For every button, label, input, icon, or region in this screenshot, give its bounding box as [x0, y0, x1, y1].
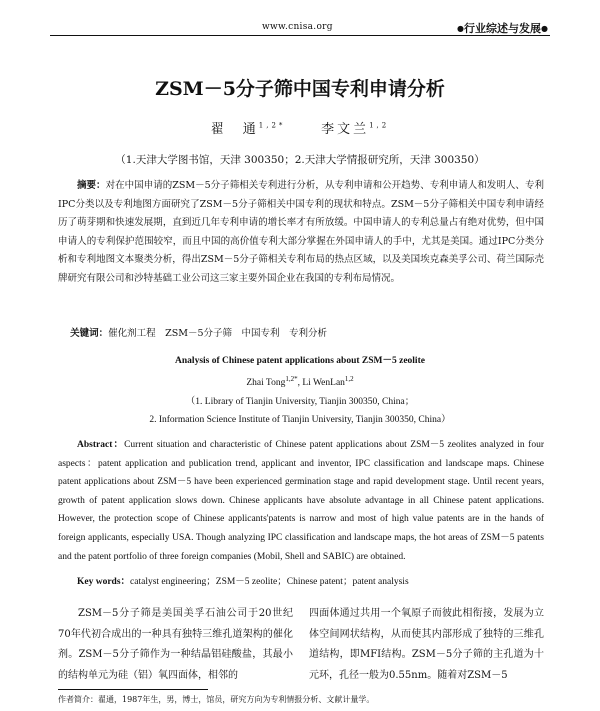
keywords-en	[58, 573, 544, 592]
author-footnote: 作者简介：翟通，1987年生，男，博士，馆员，研究方向为专利情报分析、文献计量学。	[58, 695, 375, 704]
author-2-affil: 1,2	[369, 121, 390, 130]
site-url: www.cnisa.org	[262, 22, 333, 32]
keywords-zh	[58, 325, 544, 344]
header-rule	[50, 35, 550, 36]
bullet-icon: ●	[457, 24, 465, 33]
authors-en: Zhai Tong$^{1,2*}$, Li WenLan$^{1,2}$	[246, 375, 354, 389]
affiliation-en-line2: 2. Information Science Institute of Tianjin University, Tianjin 300350, China）	[149, 415, 451, 425]
keywords-zh-text: 催化剂工程 ZSM－5分子筛 中国专利 专利分析	[108, 328, 327, 339]
author-1-affil: 1,2*	[258, 121, 286, 130]
affiliation-en	[0, 393, 600, 429]
abstract-en	[58, 436, 544, 566]
affiliation-zh: （1.天津大学图书馆，天津 300350；2.天津大学情报研究所，天津 300350）	[115, 154, 485, 166]
bullet-icon: ●	[541, 24, 548, 33]
author-1-en-affil: 1,2*	[285, 375, 298, 383]
author-2: 李文兰	[321, 122, 370, 137]
section-tag	[457, 20, 548, 36]
author-2-en: Li WenLan	[302, 378, 345, 389]
page-header	[0, 0, 600, 40]
section-tag-label: 行业综述与发展	[464, 22, 542, 35]
keywords-zh-label: 关键词：	[70, 328, 109, 339]
abstract-zh-text: 对在中国申请的ZSM－5分子筛相关专利进行分析，从专利申请和公开趋势、专利申请人和发明人、专利IPC分类以及专利地图方面研究了ZSM－5分子筛相关中国专利的现状和特点。ZSM－5分子筛相关中国专利申请经历了萌芽期和快速发展期，直到近几年专利申请的增长率才有所放缓。中国申请人的专利总量占有绝对优势，但中国申请人的专利保护范围较窄，而且中国的高价值专利大部分掌握在外国申请人的手中，尤其是美国。通过IPC分类分析和专利地图文本聚类分析，得出ZSM－5分子筛相关专利布局的热点区域，以及美国埃克森美孚公司、荷兰国际壳牌研究有限公司和沙特基础工业公司这三家主要外国企业在我国的专利布局情况。	[58, 180, 544, 284]
body-columns	[58, 604, 544, 688]
footnote-rule	[58, 689, 208, 690]
abstract-zh	[58, 177, 544, 288]
abstract-en-text: Current situation and characteristic of Chinese patent applications about ZSM－5 zeolites analyzed in four aspects：patent application and publication trend, applicant and inventor, IPC classification and landscape maps. Chinese patent applications about ZSM－5 have been experienced germination stage and rapid development stage. Until recent years, growth of patent application slows down. Chinese applicants have absolute advantage in all Chinese patent applications. However, the protection scope of Chinese applicants'patents is narrow and most of high value patents are in the hands of foreign applicants, especially USA. Though analyzing IPC classification and landscape maps, the hot areas of ZSM－5 patents and the patent portfolio of three foreign companies (Mobil, Shell and SABIC) are obtained.	[58, 440, 544, 562]
author-1: 翟 通	[210, 122, 259, 137]
author-1-en: Zhai Tong	[246, 378, 286, 389]
body-left-column: ZSM－5分子筛是美国美孚石油公司于20世纪70年代初合成出的一种具有独特三维孔道架构的催化剂。ZSM－5分子筛作为一种结晶铝硅酸盐，其最小的结构单元为硅（铝）氧四面体，相邻的	[58, 608, 293, 681]
keywords-en-text: catalyst engineering；ZSM－5 zeolite；Chinese patent；patent analysis	[130, 577, 409, 587]
authors-zh	[0, 118, 600, 137]
abstract-en-label: Abstract：	[77, 440, 125, 450]
article-title-en: Analysis of Chinese patent applications about ZSM－5 zeolite	[175, 356, 425, 366]
article-title: ZSM－5分子筛中国专利申请分析	[155, 78, 445, 100]
keywords-en-label: Key words：	[77, 577, 131, 587]
author-2-en-affil: 1,2	[344, 375, 354, 383]
body-right-column: 四面体通过共用一个氧原子而彼此相衔接，发展为立体空间网状结构，从而使其内部形成了独特的三维孔道结构，即MFI结构。ZSM－5分子筛的主孔道为十元环，孔径一般为0.55nm。随着对ZSM－5	[309, 608, 544, 681]
abstract-zh-label: 摘要：	[77, 180, 106, 191]
affiliation-en-line1: （1. Library of Tianjin University, Tianjin 300350, China；	[185, 397, 415, 407]
